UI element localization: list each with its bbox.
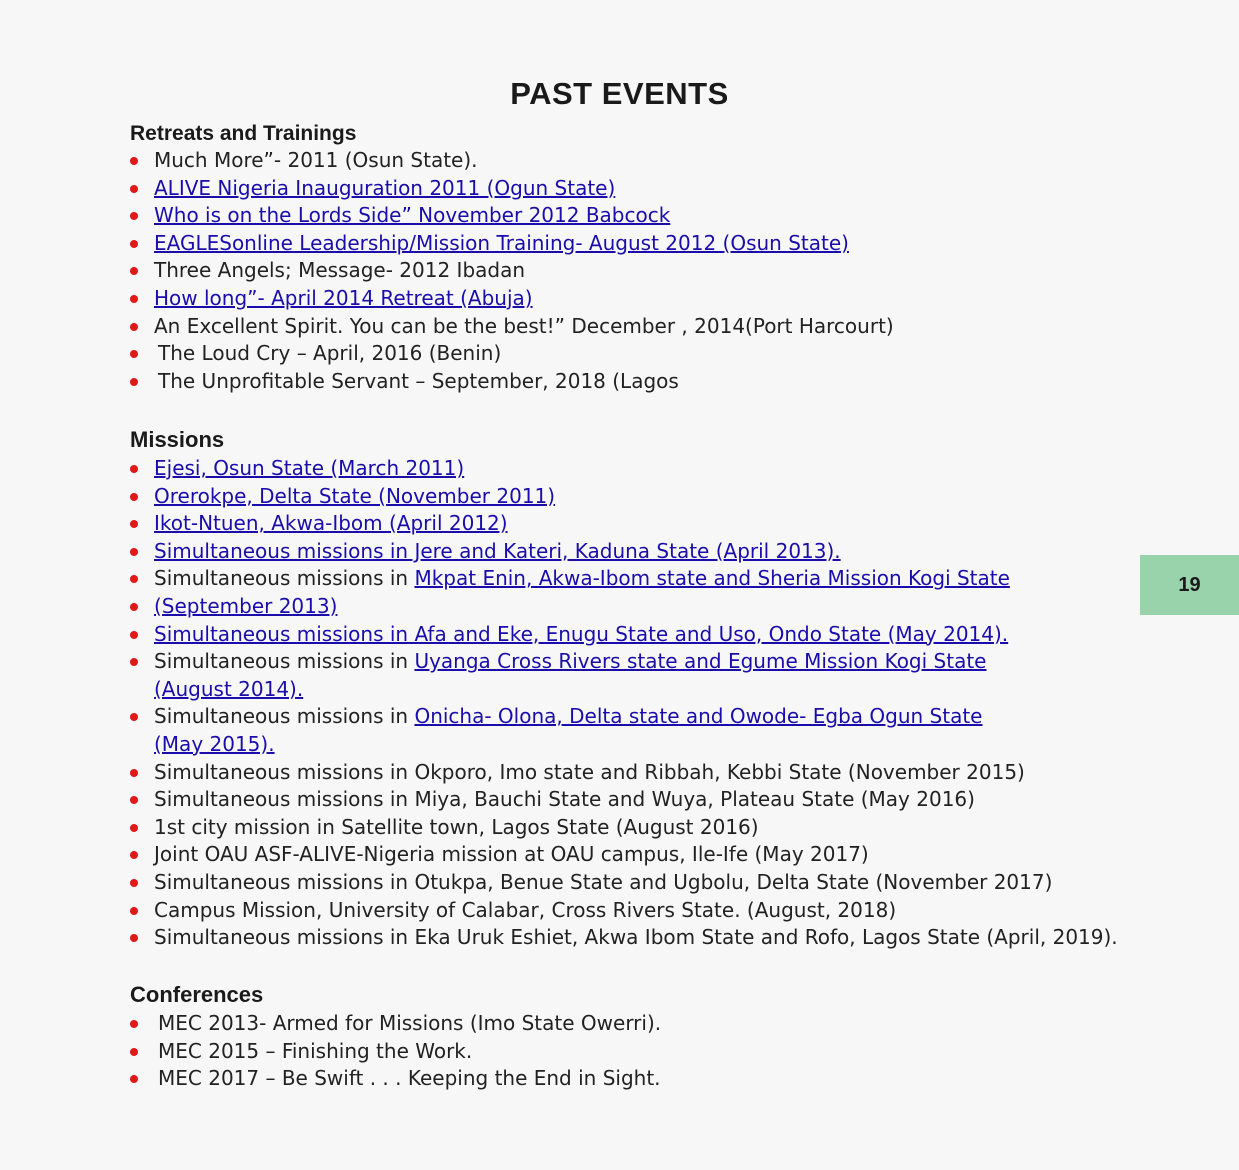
list-item bbox=[130, 257, 1090, 285]
item-text: Campus Mission, University of Calabar, Cross Rivers State. (August, 2018) bbox=[154, 897, 897, 922]
list-item bbox=[130, 313, 1090, 341]
event-link[interactable]: How long”- April 2014 Retreat (Abuja) bbox=[154, 285, 533, 310]
item-text: Three Angels; Message- 2012 Ibadan bbox=[154, 258, 526, 283]
bullet-icon bbox=[130, 1020, 138, 1028]
retreats-section bbox=[130, 120, 1090, 395]
bullet-icon bbox=[130, 879, 138, 887]
bullet-icon bbox=[130, 240, 138, 248]
bullet-icon bbox=[130, 907, 138, 915]
conferences-section bbox=[130, 980, 1090, 1093]
list-item bbox=[130, 814, 1090, 842]
mission-link[interactable]: Ikot-Ntuen, Akwa-Ibom (April 2012) bbox=[154, 511, 508, 536]
missions-heading: Missions bbox=[130, 427, 225, 452]
bullet-icon bbox=[130, 212, 138, 220]
item-text: MEC 2017 – Be Swift . . . Keeping the End in Sight. bbox=[158, 1066, 661, 1091]
list-item[interactable] bbox=[130, 230, 1090, 258]
conferences-heading: Conferences bbox=[130, 982, 264, 1007]
bullet-icon bbox=[130, 631, 138, 639]
list-item bbox=[130, 1065, 1090, 1093]
mission-link[interactable]: Onicha- Olona, Delta state and Owode- Egba Ogun State (May 2015). bbox=[154, 704, 983, 756]
list-item bbox=[130, 1038, 1090, 1066]
list-item bbox=[130, 786, 1090, 814]
bullet-icon bbox=[130, 157, 138, 165]
list-item[interactable] bbox=[130, 510, 1090, 538]
item-prefix: Simultaneous missions in bbox=[154, 704, 415, 729]
mission-link[interactable]: Uyanga Cross Rivers state and Egume Mission Kogi State (August 2014). bbox=[154, 649, 987, 701]
bullet-icon bbox=[130, 1075, 138, 1083]
mission-link[interactable]: Orerokpe, Delta State (November 2011) bbox=[154, 483, 556, 508]
bullet-icon bbox=[130, 769, 138, 777]
list-item[interactable] bbox=[130, 648, 1024, 703]
item-text: MEC 2013- Armed for Missions (Imo State Owerri). bbox=[158, 1011, 662, 1035]
item-text: The Loud Cry – April, 2016 (Benin) bbox=[158, 341, 502, 366]
list-item bbox=[130, 924, 1118, 952]
bullet-icon bbox=[130, 323, 138, 331]
bullet-icon bbox=[130, 493, 138, 501]
mission-link[interactable]: Ejesi, Osun State (March 2011) bbox=[154, 456, 465, 480]
bullet-icon bbox=[130, 1048, 138, 1056]
item-text: An Excellent Spirit. You can be the best!” December , 2014(Port Harcourt) bbox=[154, 313, 894, 338]
bullet-icon bbox=[130, 520, 138, 528]
missions-list bbox=[130, 455, 1118, 952]
bullet-icon bbox=[130, 295, 138, 303]
list-item[interactable] bbox=[130, 703, 1004, 758]
event-link[interactable]: EAGLESonline Leadership/Mission Training- August 2012 (Osun State) bbox=[154, 230, 849, 255]
retreats-list bbox=[130, 147, 1090, 395]
item-text: Joint OAU ASF-ALIVE-Nigeria mission at OAU campus, Ile-Ife (May 2017) bbox=[154, 842, 869, 867]
list-item[interactable] bbox=[130, 593, 1090, 621]
bullet-icon bbox=[130, 548, 138, 556]
list-item[interactable] bbox=[130, 538, 1090, 566]
list-item bbox=[130, 368, 1090, 396]
bullet-icon bbox=[130, 796, 138, 804]
list-item bbox=[130, 759, 1090, 787]
list-item[interactable] bbox=[130, 483, 1090, 511]
list-item[interactable] bbox=[130, 285, 1090, 313]
item-prefix: Simultaneous missions in bbox=[154, 566, 415, 591]
conferences-list bbox=[130, 1010, 1090, 1093]
list-item[interactable] bbox=[130, 565, 1090, 593]
list-item bbox=[130, 897, 1090, 925]
bullet-icon bbox=[130, 603, 138, 611]
bullet-icon bbox=[130, 575, 138, 583]
list-item bbox=[130, 869, 1090, 897]
list-item[interactable] bbox=[130, 455, 1090, 483]
missions-section bbox=[130, 425, 1118, 952]
bullet-icon bbox=[130, 934, 138, 942]
bullet-icon bbox=[130, 713, 138, 721]
retreats-heading: Retreats and Trainings bbox=[130, 122, 357, 145]
item-prefix: Simultaneous missions in bbox=[154, 649, 415, 674]
list-item[interactable] bbox=[130, 621, 1090, 649]
event-link[interactable]: ALIVE Nigeria Inauguration 2011 (Ogun State) bbox=[154, 175, 616, 200]
bullet-icon bbox=[130, 350, 138, 358]
list-item[interactable] bbox=[130, 202, 1090, 230]
item-text: Simultaneous missions in Otukpa, Benue State and Ugbolu, Delta State (November 2017) bbox=[154, 869, 1053, 894]
bullet-icon bbox=[130, 465, 138, 473]
bullet-icon bbox=[130, 824, 138, 832]
list-item bbox=[130, 340, 1090, 368]
bullet-icon bbox=[130, 851, 138, 859]
mission-link[interactable]: Mkpat Enin, Akwa-Ibom state and Sheria Mission Kogi State bbox=[414, 566, 1010, 591]
page-title: PAST EVENTS bbox=[510, 76, 729, 111]
list-item bbox=[130, 841, 1090, 869]
item-text: Much More”- 2011 (Osun State). bbox=[154, 148, 478, 172]
mission-link[interactable]: (September 2013) bbox=[154, 593, 338, 618]
bullet-icon bbox=[130, 658, 138, 666]
list-item bbox=[130, 1010, 1090, 1038]
item-text: MEC 2015 – Finishing the Work. bbox=[158, 1038, 473, 1063]
item-text: Simultaneous missions in Okporo, Imo state and Ribbah, Kebbi State (November 2015) bbox=[154, 759, 1025, 784]
item-text: The Unprofitable Servant – September, 2018 (Lagos bbox=[158, 368, 679, 393]
list-item bbox=[130, 147, 1090, 175]
bullet-icon bbox=[130, 185, 138, 193]
page-number-badge: 19 bbox=[1140, 555, 1239, 615]
bullet-icon bbox=[130, 378, 138, 386]
item-text: Simultaneous missions in Miya, Bauchi State and Wuya, Plateau State (May 2016) bbox=[154, 787, 975, 812]
bullet-icon bbox=[130, 267, 138, 275]
event-link[interactable]: Who is on the Lords Side” November 2012 Babcock bbox=[154, 203, 671, 228]
mission-link[interactable]: Simultaneous missions in Jere and Kateri, Kaduna State (April 2013). bbox=[154, 538, 841, 563]
item-text: Simultaneous missions in Eka Uruk Eshiet, Akwa Ibom State and Rofo, Lagos State (April, 2019). bbox=[154, 925, 1118, 950]
list-item[interactable] bbox=[130, 175, 1090, 203]
item-text: 1st city mission in Satellite town, Lagos State (August 2016) bbox=[154, 814, 759, 839]
mission-link[interactable]: Simultaneous missions in Afa and Eke, Enugu State and Uso, Ondo State (May 2014). bbox=[154, 621, 1009, 646]
